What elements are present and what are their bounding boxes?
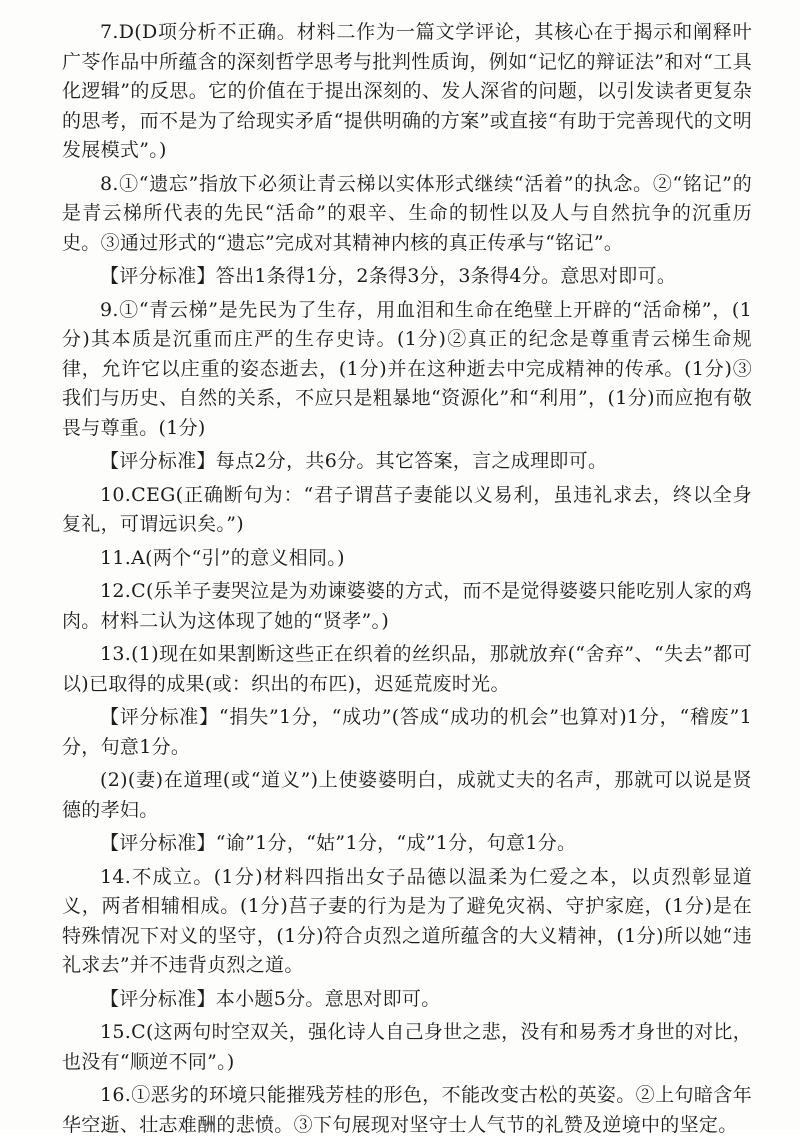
scoring-standard-8: 【评分标准】答出1条得1分，2条得3分，3条得4分。意思对即可。	[100, 265, 677, 287]
scoring-standard-13-1: 【评分标准】“捐失”1分，“成功”(答成“成功的机会”也算对)1分，“稽废”1分，句意1分。	[62, 706, 752, 758]
answer-15: 15.C(这两句时空双关，强化诗人自己身世之悲，没有和易秀才身世的对比，也没有“顺逆不同”。)	[62, 1021, 752, 1073]
answer-12: 12.C(乐羊子妻哭泣是为劝谏婆婆的方式，而不是觉得婆婆只能吃别人家的鸡肉。材料二认为这体现了她的“贤孝”。)	[62, 580, 752, 632]
answer-10: 10.CEG(正确断句为：“君子谓莒子妻能以义易利，虽违礼求去，终以全身复礼，可谓远识矣。”)	[62, 483, 752, 535]
answer-8: 8.①“遗忘”指放下必须让青云梯以实体形式继续“活着”的执念。②“铭记”的是青云梯所代表的先民“活命”的艰辛、生命的韧性以及人与自然抗争的沉重历史。③通过形式的“遗忘”完成对其精神内核的真正传承与“铭记”。	[62, 172, 752, 254]
answer-16: 16.①恶劣的环境只能摧残芳桂的形色，不能改变古松的英姿。②上句暗含年华空逝、壮志难酬的悲愤。③下句展现对坚守士人气节的礼赞及逆境中的坚定。	[62, 1084, 752, 1136]
scoring-standard-13-2: 【评分标准】“谕”1分，“姑”1分，“成”1分，句意1分。	[100, 832, 577, 854]
answer-13-1: 13.(1)现在如果割断这些正在织着的丝织品，那就放弃(“舍弃”、“失去”都可以)已取得的成果(或：织出的布匹)，迟延荒废时光。	[62, 643, 752, 695]
answer-13-2: (2)(妻)在道理(或“道义”)上使婆婆明白，成就丈夫的名声，那就可以说是贤德的孝妇。	[62, 769, 752, 821]
scoring-standard-9: 【评分标准】每点2分，共6分。其它答案，言之成理即可。	[100, 450, 608, 472]
answer-11: 11.A(两个“引”的意义相同。)	[100, 546, 345, 569]
answer-7: 7.D(D项分析不正确。材料二作为一篇文学评论，其核心在于揭示和阐释叶广苓作品中所蕴含的深刻哲学思考与批判性质询，例如“记忆的辩证法”和对“工具化逻辑”的反思。它的价值在于提出深刻的、发人深省的问题，以引发读者更复杂的思考，而不是为了给现实矛盾“提供明确的方案”或直接“有助于完善现代的文明发展模式”。)	[62, 21, 752, 161]
answer-9: 9.①“青云梯”是先民为了生存，用血泪和生命在绝壁上开辟的“活命梯”，(1分)其本质是沉重而庄严的生存史诗。(1分)②真正的纪念是尊重青云梯生命规律，允许它以庄重的姿态逝去，(1分)并在这种逝去中完成精神的传承。(1分)③我们与历史、自然的关系，不应只是粗暴地“资源化”和“利用”，(1分)而应抱有敬畏与尊重。(1分)	[62, 298, 752, 439]
answer-14: 14.不成立。(1分)材料四指出女子品德以温柔为仁爱之本，以贞烈彰显道义，两者相辅相成。(1分)莒子妻的行为是为了避免灾祸、守护家庭，(1分)是在特殊情况下对义的坚守，(1分)符合贞烈之道所蕴含的大义精神，(1分)所以她“违礼求去”并不违背贞烈之道。	[62, 865, 752, 976]
answer-content	[62, 18, 752, 1144]
scoring-standard-14: 【评分标准】本小题5分。意思对即可。	[100, 987, 441, 1010]
